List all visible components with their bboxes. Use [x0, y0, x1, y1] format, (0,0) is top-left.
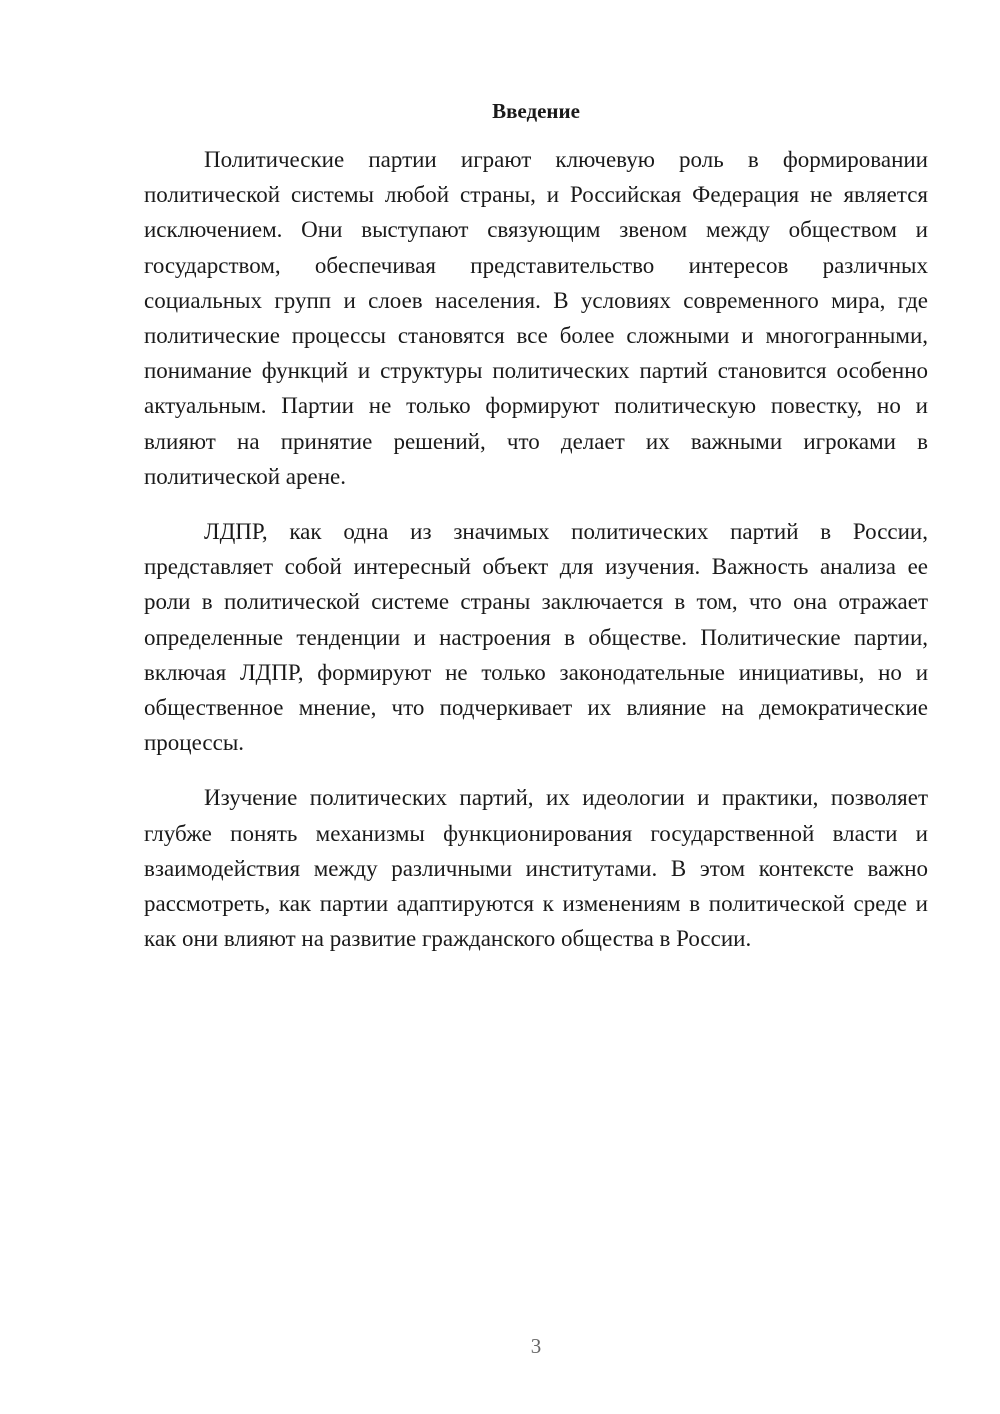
section-heading: Введение — [492, 99, 580, 123]
paragraph-study-of-parties: Изучение политических партий, их идеологии и практики, позволяет глубже понять механизмы функционирования государственной власти и взаимодействия между различными институтами. В этом контексте важно рассмотреть, как партии адаптируются к изменениям в политической среде и как они влияют на развитие гражданского общества в России. — [144, 785, 928, 952]
paragraph-ldpr: ЛДПР, как одна из значимых политических партий в России, представляет собой интересный объект для изучения. Важность анализа ее роли в политической системе страны заключается в том, что она отражает определенные тенденции и настроения в обществе. Политические партии, включая ЛДПР, формируют не только законодательные инициативы, но и общественное мнение, что подчеркивает их влияние на демократические процессы. — [144, 519, 928, 756]
paragraph-intro-role-of-parties: Политические партии играют ключевую роль в формировании политической системы любой страны, и Российская Федерация не является исключением. Они выступают связующим звеном между обществом и государством, обеспечивая представительство интересов различных социальных групп и слоев населения. В условиях современного мира, где политические процессы становятся все более сложными и многогранными, понимание функций и структуры политических партий становится особенно актуальным. Партии не только формируют политическую повестку, но и влияют на принятие решений, что делает их важными игроками в политической арене. — [144, 147, 928, 489]
body-text — [144, 142, 928, 956]
page-number: 3 — [530, 1334, 542, 1358]
